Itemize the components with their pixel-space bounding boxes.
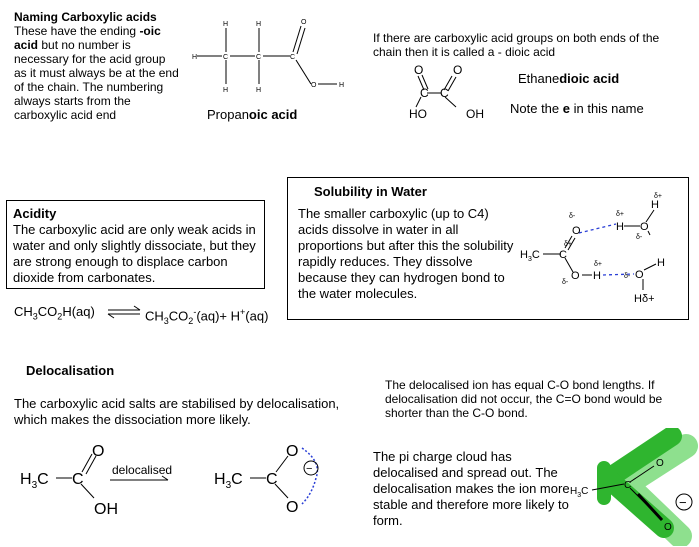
naming-section [14, 10, 179, 122]
naming-body-oic: -oic acid [14, 24, 161, 52]
svg-text:H: H [657, 257, 665, 269]
naming-body-2: but no number is necessary for the acid group as it must always be at the end of the chain. The numbering always starts from the carboxylic acid end [14, 38, 179, 122]
svg-text:C: C [256, 54, 262, 61]
svg-text:O: O [92, 443, 105, 460]
svg-text:O: O [453, 63, 463, 77]
svg-text:O: O [640, 221, 649, 233]
solubility-title: Solubility in Water [314, 184, 427, 199]
svg-text:H: H [339, 82, 345, 89]
svg-text:H: H [256, 87, 262, 94]
svg-text:H: H [616, 221, 624, 233]
svg-text:H3C: $H_3C$ [214, 471, 243, 491]
svg-text:δ+: δ+ [616, 211, 624, 218]
svg-text:δ-: δ- [569, 213, 576, 220]
svg-text:O: O [286, 499, 299, 516]
svg-text:H: H [192, 54, 198, 61]
svg-text:H3C: $H_3C$ [570, 486, 589, 499]
svg-text:O: O [635, 269, 644, 281]
svg-text:H: H [651, 199, 659, 211]
delocalisation-body: The carboxylic acid salts are stabilised by delocalisation, which makes the dissociation more likely. [14, 396, 340, 427]
pi-cloud-diagram [568, 428, 699, 546]
acidity-equation-right: $CH_3CO_2^-(aq)+ H^+(aq)$ [145, 307, 269, 326]
naming-body-1: These have the ending [14, 24, 140, 38]
dioic-ho: HO [409, 107, 427, 121]
naming-title: Naming Carboxylic acids [14, 10, 157, 24]
delocalisation-right-text: The delocalised ion has equal C-O bond lengths. If delocalisation did not occur, the C=O bond would be shorter than the C-O bond. [385, 378, 663, 420]
svg-text:C: C [559, 249, 567, 261]
hydrogen-bond-diagram [518, 188, 686, 316]
svg-text:H: H [593, 270, 601, 282]
equilibrium-arrow-icon [104, 302, 144, 322]
svg-text:C: C [266, 471, 278, 488]
svg-text:C: C [624, 480, 632, 491]
svg-text:O: O [571, 270, 580, 282]
svg-text:δ+: δ+ [564, 241, 572, 248]
svg-text:O: O [311, 82, 317, 89]
svg-text:H: H [223, 87, 229, 94]
ethanedioic-acid-structure [400, 60, 510, 122]
svg-text:H: H [256, 21, 262, 28]
svg-text:δ-: δ- [562, 279, 569, 286]
svg-text:C: C [290, 54, 296, 61]
svg-text:O: O [414, 63, 424, 77]
svg-text:O: O [664, 522, 672, 533]
svg-text:O: O [572, 225, 581, 237]
svg-text:O: O [301, 19, 307, 26]
svg-text:C: C [420, 86, 429, 100]
delocalisation-equation [16, 440, 336, 525]
propanoic-acid-structure [180, 14, 360, 104]
svg-text:H: H [223, 21, 229, 28]
svg-text:δ+: δ+ [594, 261, 602, 268]
svg-text:δ+: δ+ [654, 193, 662, 200]
acidity-equation-left: $CH_3CO_2H(aq)$ [14, 304, 95, 322]
acidity-title: Acidity [13, 206, 57, 221]
propanoic-caption: Propanoic acid [207, 107, 298, 122]
sol-h3c: $H_3C$ [520, 249, 540, 263]
ethanedioic-name: Ethanedioic acid [518, 71, 620, 86]
deloc-arrow-label: delocalised [112, 463, 173, 477]
svg-text:O: O [656, 458, 664, 469]
svg-text:δ-: δ- [636, 234, 643, 241]
deloc-minus-1: − [306, 463, 313, 475]
dioic-text: If there are carboxylic acid groups on both ends of the chain then it is called a - dioic acid [373, 31, 660, 59]
svg-text:H3C: $H_3C$ [20, 471, 49, 491]
pi-cloud-text: The pi charge cloud has delocalised and spread out. The delocalisation makes the ion more stable and therefore more likely to form. [373, 449, 570, 528]
acidity-body: The carboxylic acid are only weak acids in water and only slightly dissociate, but they are strong enough to displace carbon dioxide from carbonates. [13, 222, 256, 285]
svg-text:δ-: δ- [624, 273, 631, 280]
sol-h-delta: Hδ+ [634, 293, 655, 305]
svg-text:C: C [72, 471, 84, 488]
delocalisation-title: Delocalisation [26, 363, 115, 378]
solubility-body: The smaller carboxylic (up to C4) acids dissolve in water in all proportions but after this the solubility rapidly reduces. They dissolve because they can hydrogen bond to the water molecules. [298, 206, 514, 301]
dioic-note: Note the e in this name [510, 101, 644, 116]
svg-text:C: C [223, 54, 229, 61]
svg-text:O: O [286, 443, 299, 460]
svg-text:C: C [440, 86, 449, 100]
deloc-minus-2: − [679, 495, 687, 510]
acidity-section [13, 206, 261, 286]
dioic-oh: OH [466, 107, 484, 121]
deloc-oh: OH [94, 501, 118, 518]
